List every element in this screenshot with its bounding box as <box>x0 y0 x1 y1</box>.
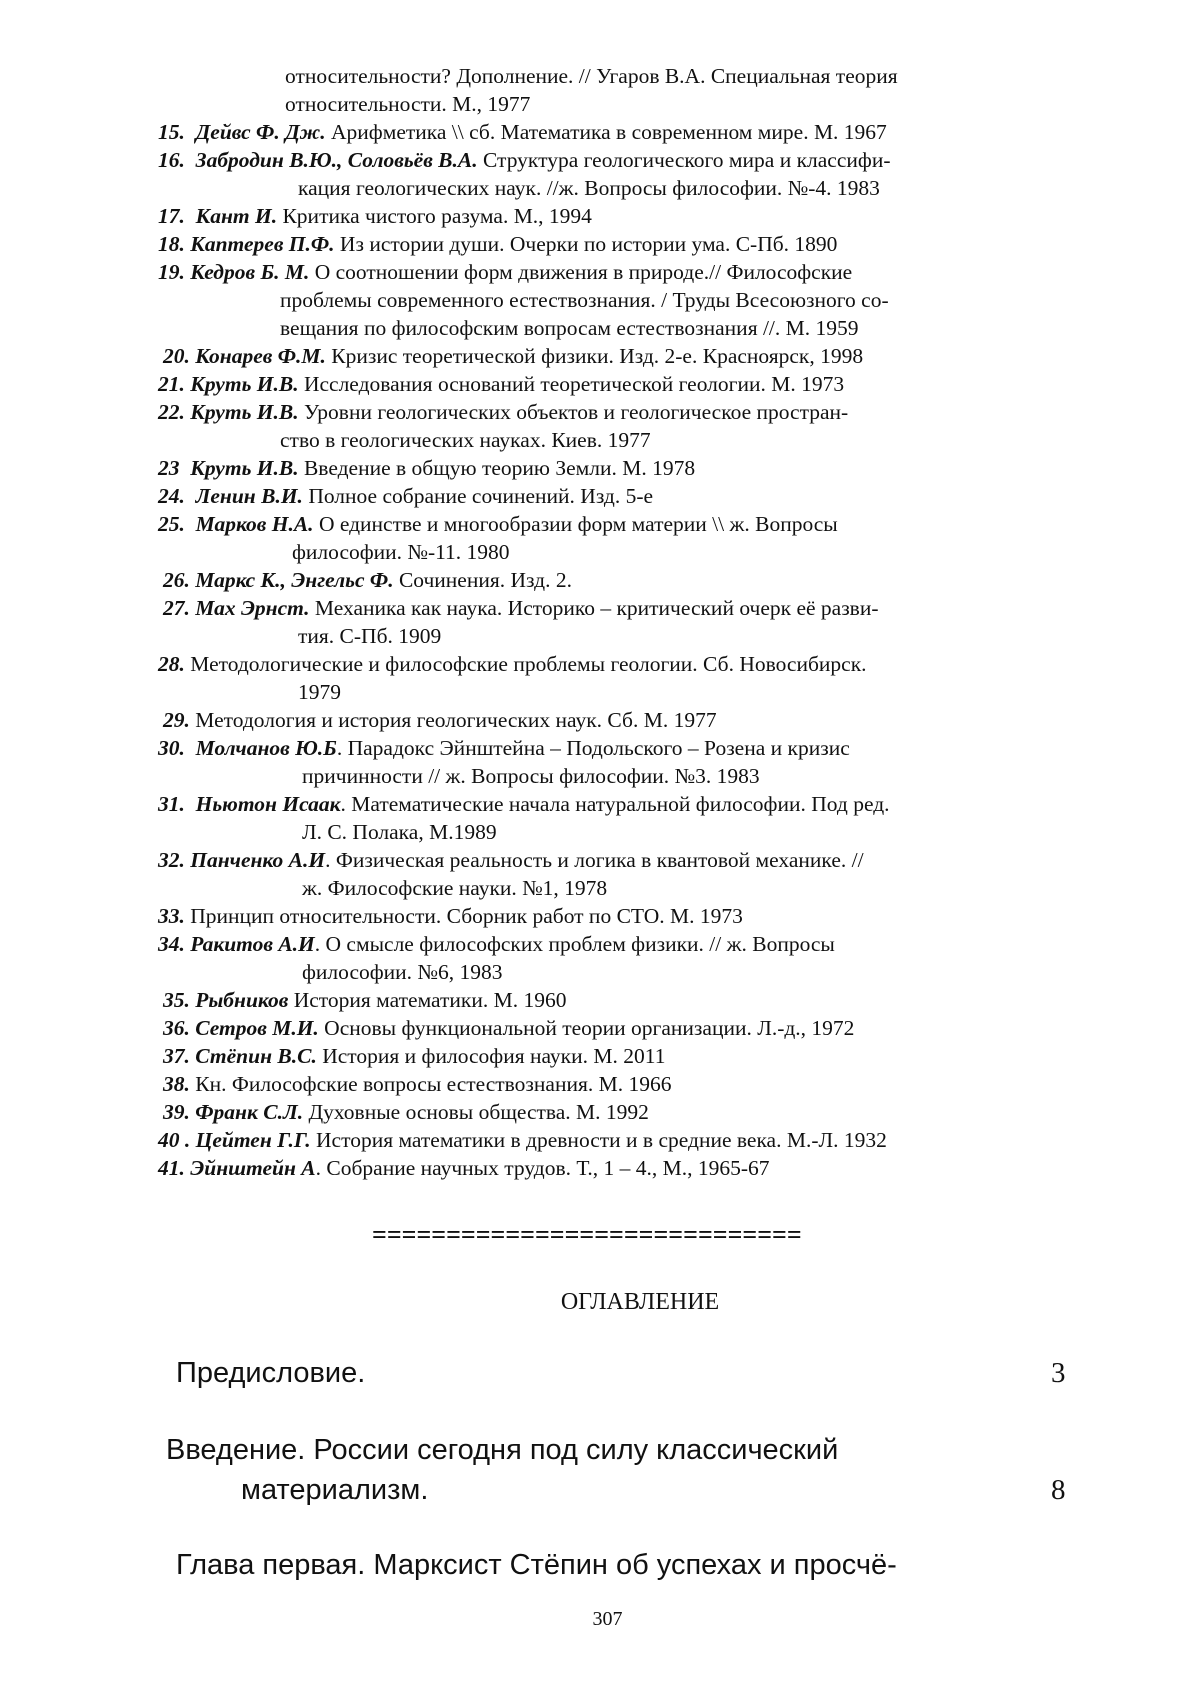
bib-line <box>280 286 889 314</box>
bib-number: 16. <box>158 148 185 172</box>
bib-author: Каптерев П.Ф. <box>190 232 335 256</box>
bib-entry <box>163 706 717 734</box>
bib-number: 31. <box>158 792 185 816</box>
bib-author: Мах Эрнст. <box>195 596 310 620</box>
bib-author: Молчанов Ю.Б <box>195 736 337 760</box>
bib-number: 23 <box>158 456 180 480</box>
bib-number: 25. <box>158 512 185 536</box>
bib-entry <box>158 370 844 398</box>
bib-text: кация геологических наук. //ж. Вопросы философии. №-4. 1983 <box>298 176 880 200</box>
bib-text: Кризис теоретической физики. Изд. 2-е. Красноярск, 1998 <box>325 344 864 368</box>
bib-entry <box>158 902 743 930</box>
bib-text: . Парадокс Эйнштейна – Подольского – Розена и кризис <box>336 736 850 760</box>
bib-text: . Собрание научных трудов. Т., 1 – 4., М., 1965-67 <box>315 1156 770 1180</box>
bib-entry <box>163 986 566 1014</box>
bib-line <box>302 762 760 790</box>
bib-author: Круть И.В. <box>190 456 299 480</box>
bib-number: 40 . <box>158 1128 191 1152</box>
bib-entry <box>158 398 848 426</box>
bib-text: О единстве и многообразии форм материи \\ ж. Вопросы <box>313 512 838 536</box>
bib-text: . Математические начала натуральной философии. Под ред. <box>340 792 890 816</box>
bib-entry <box>158 1154 769 1182</box>
bib-entry <box>163 566 572 594</box>
bib-text: Духовные основы общества. М. 1992 <box>303 1100 649 1124</box>
bib-text: Введение в общую теорию Земли. М. 1978 <box>298 456 696 480</box>
bib-number: 29. <box>163 708 190 732</box>
bib-text: вещания по философским вопросам естествознания //. М. 1959 <box>280 316 859 340</box>
bib-text: философии. №-11. 1980 <box>292 540 510 564</box>
bib-text: Сочинения. Изд. 2. <box>393 568 572 592</box>
bib-line <box>285 62 898 90</box>
bib-number: 21. <box>158 372 185 396</box>
bib-author: Круть И.В. <box>190 372 299 396</box>
bib-line <box>292 538 510 566</box>
bib-text: . О смысле философских проблем физики. // ж. Вопросы <box>314 932 835 956</box>
bib-line <box>302 958 502 986</box>
bib-entry <box>158 510 838 538</box>
bib-number: 18. <box>158 232 185 256</box>
bib-entry <box>158 846 864 874</box>
bib-author: Эйнштейн А <box>190 1156 316 1180</box>
bib-line <box>298 678 341 706</box>
bib-text: Основы функциональной теории организации. Л.-д., 1972 <box>318 1016 855 1040</box>
bib-author: Марков Н.А. <box>195 512 314 536</box>
bib-line <box>298 174 880 202</box>
toc-entry-title: Предисловие. <box>176 1357 366 1389</box>
bib-number: 28. <box>158 652 185 676</box>
bib-author: Кант И. <box>195 204 278 228</box>
bib-entry <box>158 454 695 482</box>
bib-text: Арифметика \\ сб. Математика в современном мире. М. 1967 <box>325 120 887 144</box>
bib-line <box>280 426 651 454</box>
bib-line <box>302 874 607 902</box>
bib-text: ж. Философские науки. №1, 1978 <box>302 876 608 900</box>
bib-entry <box>158 650 867 678</box>
bib-text: О соотношении форм движения в природе.// Философские <box>309 260 853 284</box>
bib-text: Принцип относительности. Сборник работ по СТО. М. 1973 <box>184 904 743 928</box>
bib-text: Методология и история геологических наук. Сб. М. 1977 <box>189 708 717 732</box>
bib-text: Методологические и философские проблемы геологии. Сб. Новосибирск. <box>184 652 867 676</box>
bib-text: История математики. М. 1960 <box>288 988 567 1012</box>
toc-entry-title-cont: материализм. <box>241 1474 429 1506</box>
bib-number: 26. <box>163 568 190 592</box>
bib-text: относительности? Дополнение. // Угаров В.А. Специальная теория <box>285 64 898 88</box>
bib-text: Кн. Философские вопросы естествознания. М. 1966 <box>189 1072 672 1096</box>
bib-author: Дейвс Ф. Дж. <box>195 120 326 144</box>
bib-text: Полное собрание сочинений. Изд. 5-е <box>302 484 654 508</box>
bib-author: Ньютон Исаак <box>195 792 341 816</box>
bib-text: ство в геологических науках. Киев. 1977 <box>280 428 651 452</box>
bib-number: 15. <box>158 120 185 144</box>
bib-number: 37. <box>163 1044 190 1068</box>
bib-author: Рыбников <box>195 988 289 1012</box>
bib-entry <box>158 930 835 958</box>
bib-entry <box>158 482 653 510</box>
bib-text: . Физическая реальность и логика в квантовой механике. // <box>325 848 864 872</box>
bib-number: 36. <box>163 1016 190 1040</box>
bib-author: Круть И.В. <box>190 400 299 424</box>
bib-entry <box>158 790 890 818</box>
bib-author: Ракитов А.И <box>190 932 315 956</box>
bib-entry <box>163 1070 672 1098</box>
bib-number: 39. <box>163 1100 190 1124</box>
bib-text: тия. С-Пб. 1909 <box>298 624 442 648</box>
bib-entry <box>158 230 837 258</box>
bib-text: История математики в древности и в средние века. М.-Л. 1932 <box>310 1128 887 1152</box>
bib-number: 17. <box>158 204 185 228</box>
bib-text: Исследования оснований теоретической геологии. М. 1973 <box>298 372 845 396</box>
bib-author: Цейтен Г.Г. <box>195 1128 311 1152</box>
bib-number: 38. <box>163 1072 190 1096</box>
bib-number: 33. <box>158 904 185 928</box>
bib-entry <box>163 1098 649 1126</box>
bib-entry <box>163 1042 665 1070</box>
bib-entry <box>158 118 887 146</box>
bib-entry <box>158 146 890 174</box>
bib-line <box>302 818 497 846</box>
toc-heading: ОГЛАВЛЕНИЕ <box>560 1289 720 1315</box>
bib-author: Сетров М.И. <box>195 1016 319 1040</box>
bib-number: 24. <box>158 484 185 508</box>
bib-author: Кедров Б. М. <box>190 260 310 284</box>
bib-number: 19. <box>158 260 185 284</box>
bib-entry <box>158 734 850 762</box>
bib-text: проблемы современного естествознания. / Труды Всесоюзного со- <box>280 288 889 312</box>
bib-text: История и философия науки. М. 2011 <box>316 1044 666 1068</box>
bib-author: Стёпин В.С. <box>195 1044 317 1068</box>
bib-number: 22. <box>158 400 185 424</box>
toc-entry-page: 8 <box>1051 1474 1066 1506</box>
bib-text: Из истории души. Очерки по истории ума. С-Пб. 1890 <box>334 232 838 256</box>
page-number: 307 <box>592 1608 623 1630</box>
bib-number: 35. <box>163 988 190 1012</box>
bib-number: 34. <box>158 932 185 956</box>
bib-author: Забродин В.Ю., Соловьёв В.А. <box>195 148 478 172</box>
bib-entry <box>158 202 592 230</box>
bib-text: Уровни геологических объектов и геологическое простран- <box>298 400 849 424</box>
bib-author: Франк С.Л. <box>195 1100 304 1124</box>
bib-text: Механика как наука. Историко – критический очерк её разви- <box>309 596 879 620</box>
bib-entry <box>163 342 863 370</box>
bib-text: Критика чистого разума. М., 1994 <box>277 204 592 228</box>
bib-text: Л. С. Полака, М.1989 <box>302 820 497 844</box>
bib-author: Панченко А.И <box>190 848 326 872</box>
bib-line <box>285 90 530 118</box>
bib-line <box>298 622 441 650</box>
bib-entry <box>163 594 879 622</box>
bib-number: 20. <box>163 344 190 368</box>
bib-text: 1979 <box>298 680 341 704</box>
bib-line <box>280 314 859 342</box>
bib-number: 30. <box>158 736 185 760</box>
toc-entry-title: Глава первая. Марксист Стёпин об успехах и просчё- <box>176 1549 897 1581</box>
bib-author: Конарев Ф.М. <box>195 344 326 368</box>
bib-text: Структура геологического мира и классифи- <box>477 148 891 172</box>
bib-number: 41. <box>158 1156 185 1180</box>
bib-entry <box>158 258 852 286</box>
bib-number: 27. <box>163 596 190 620</box>
toc-entry-title: Введение. России сегодня под силу классический <box>166 1434 839 1466</box>
bib-author: Ленин В.И. <box>195 484 303 508</box>
bib-author: Маркс К., Энгельс Ф. <box>195 568 394 592</box>
bib-text: причинности // ж. Вопросы философии. №3. 1983 <box>302 764 760 788</box>
bib-entry <box>158 1126 887 1154</box>
bib-text: относительности. М., 1977 <box>285 92 531 116</box>
bib-text: философии. №6, 1983 <box>302 960 503 984</box>
toc-entry-page: 3 <box>1051 1357 1066 1389</box>
bib-number: 32. <box>158 848 185 872</box>
bib-entry <box>163 1014 854 1042</box>
section-divider: ============================= <box>372 1220 802 1249</box>
